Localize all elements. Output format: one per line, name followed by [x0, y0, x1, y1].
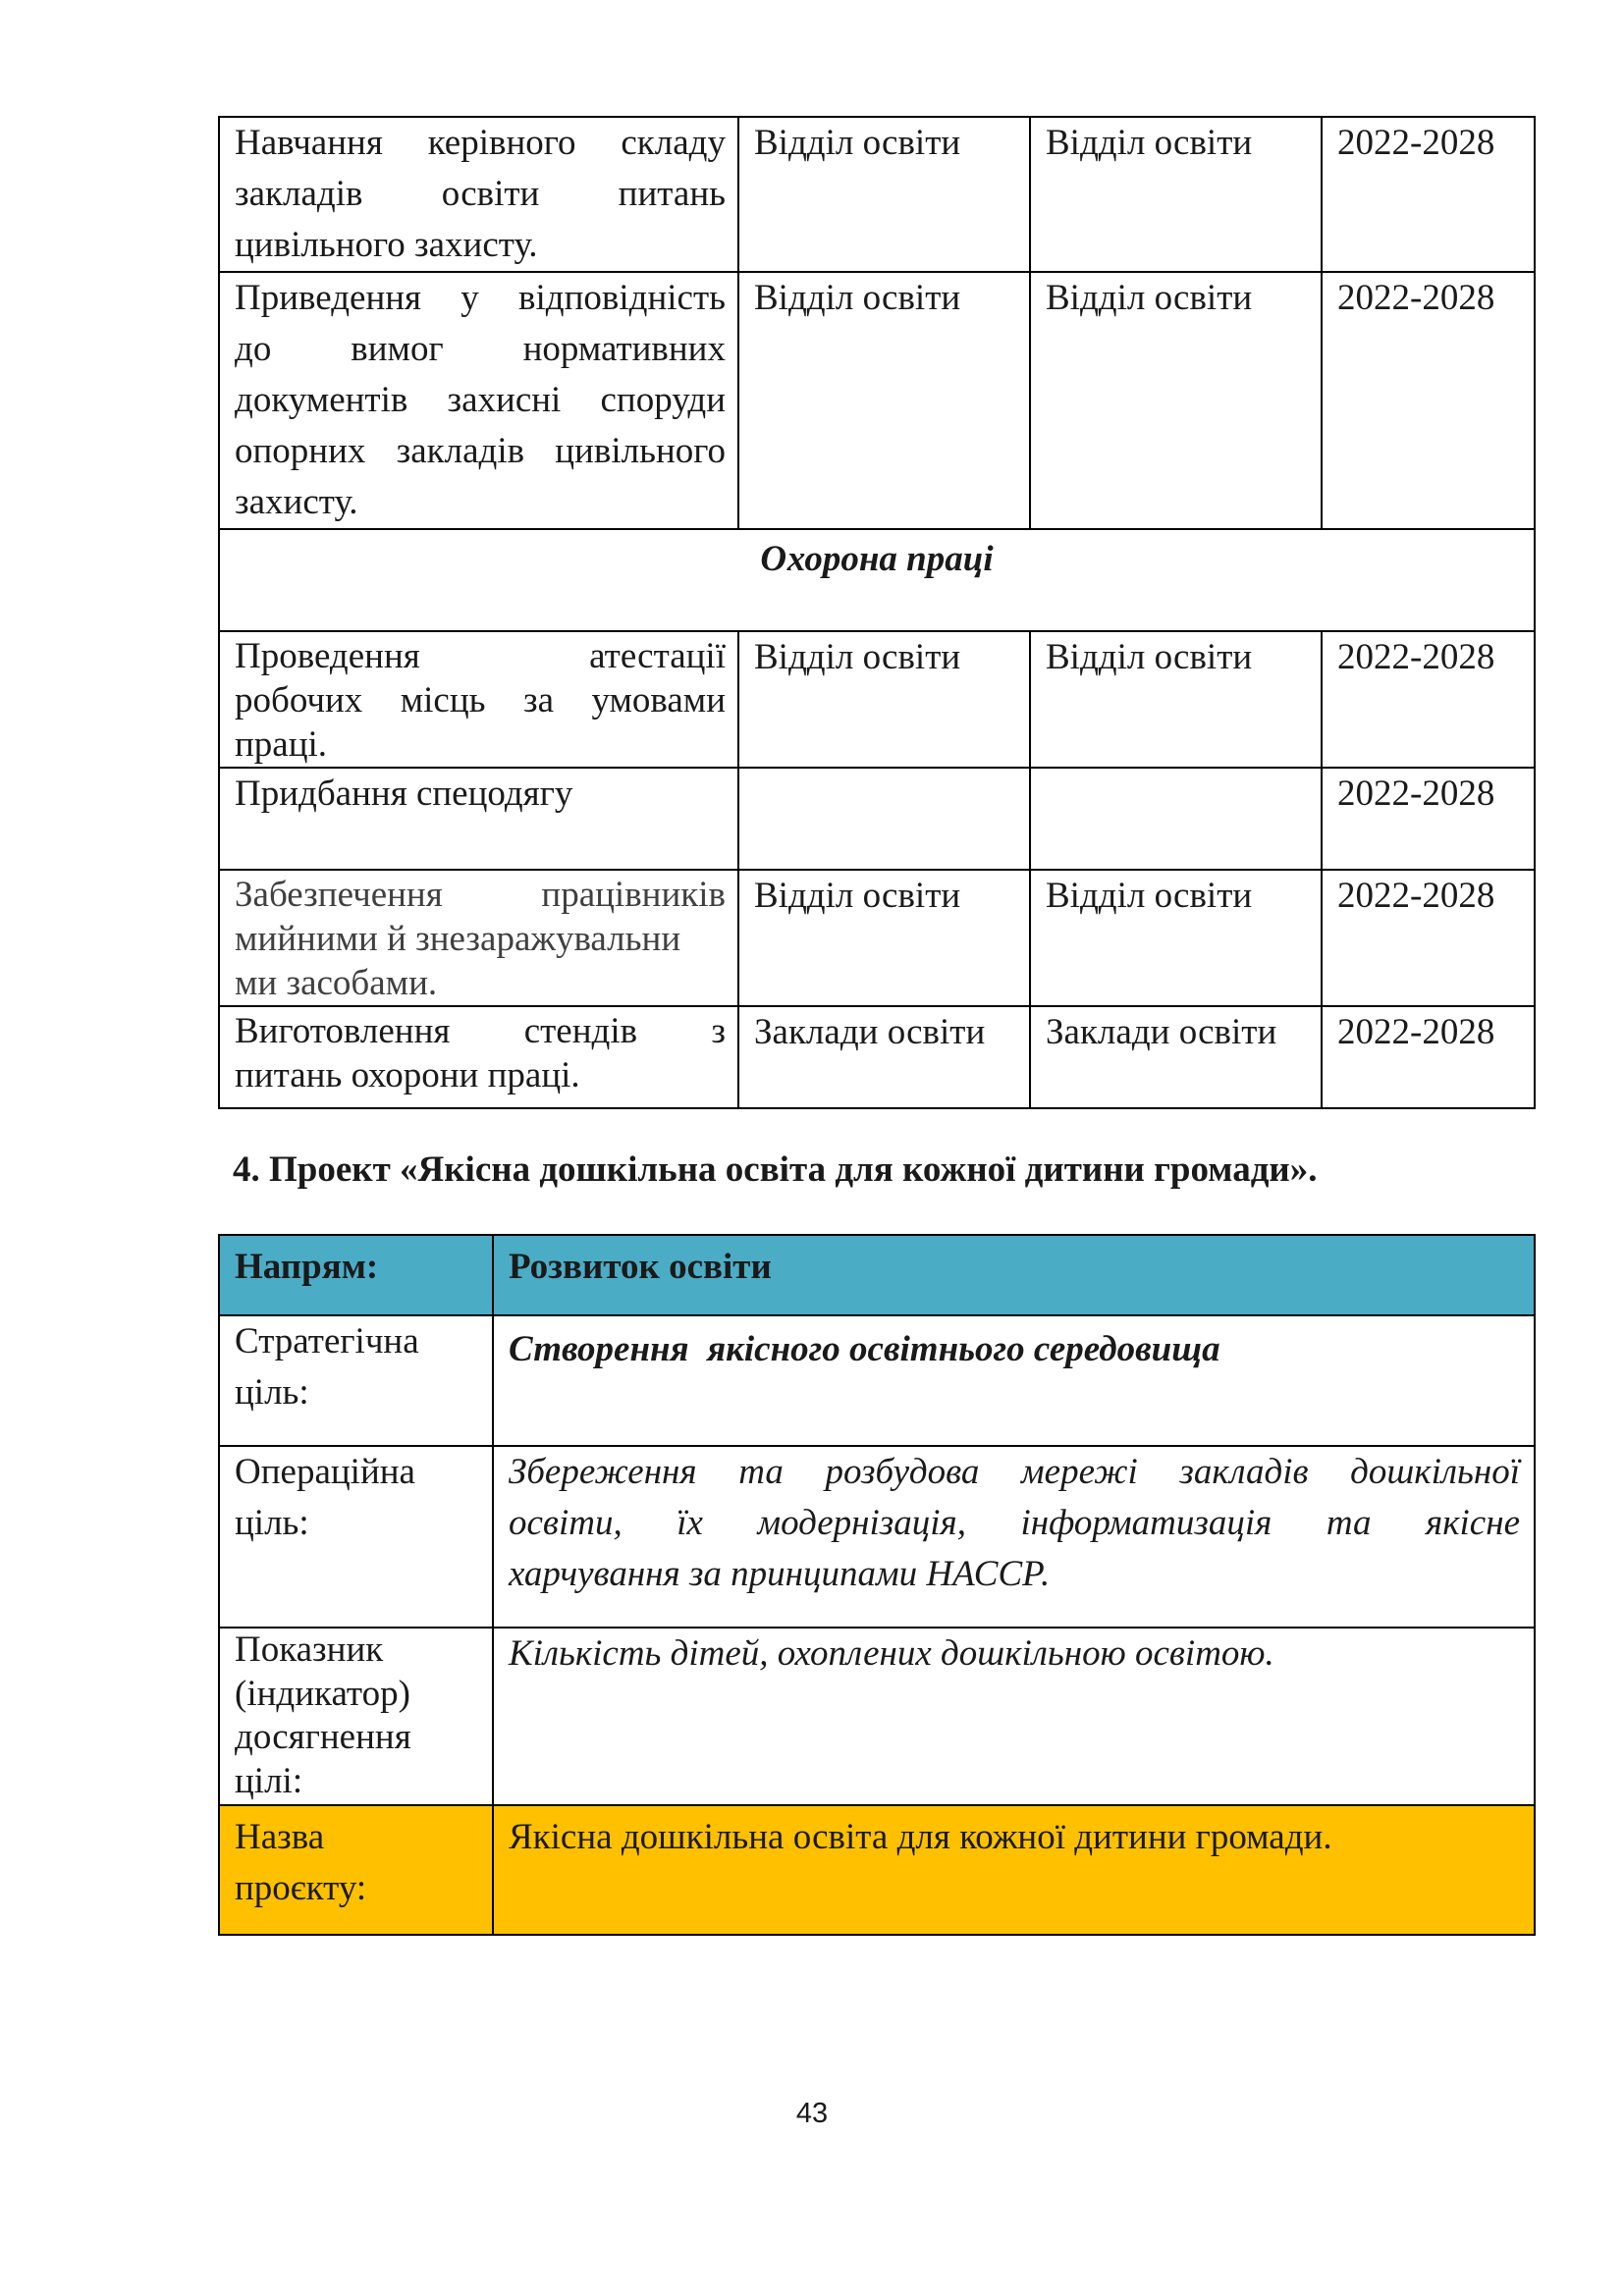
activity-line: Навчання керівного складу — [235, 123, 726, 163]
project-name-label — [219, 1805, 493, 1935]
operational-goal-label — [219, 1446, 493, 1628]
activity-line: опорних закладів цивільного — [235, 431, 726, 471]
direction-label: Напрям: — [219, 1235, 493, 1315]
term-cell: 2022-2028 — [1322, 1006, 1535, 1108]
activity-line: захисту. — [235, 482, 358, 522]
activity-cell — [219, 117, 738, 272]
term-cell: 2022-2028 — [1322, 768, 1535, 870]
direction-value: Розвиток освіти — [493, 1235, 1535, 1315]
executor-cell: Відділ освіти — [738, 272, 1030, 529]
activity-line: Виготовлення стендів з — [235, 1011, 726, 1051]
activity-line: Придбання спецодягу — [235, 774, 573, 814]
activity-cell — [219, 768, 738, 870]
value-line: Збереження та розбудова мережі закладів дошкільної — [509, 1452, 1520, 1492]
activity-line: питань охорони праці. — [235, 1055, 580, 1095]
label-line: цілі: — [235, 1760, 303, 1801]
operational-goal-row — [219, 1446, 1535, 1628]
term-cell: 2022-2028 — [1322, 631, 1535, 768]
activity-cell — [219, 631, 738, 768]
executor-cell — [738, 768, 1030, 870]
project-name-row — [219, 1805, 1535, 1935]
table-row — [219, 870, 1535, 1006]
strategic-goal-row — [219, 1315, 1535, 1446]
activity-line: Приведення у відповідність — [235, 278, 726, 318]
executor-cell: Заклади освіти — [738, 1006, 1030, 1108]
activity-line: Проведення атестації — [235, 636, 726, 676]
indicator-label — [219, 1628, 493, 1805]
activities-table — [218, 116, 1536, 1109]
activity-cell — [219, 1006, 738, 1108]
executor-cell: Відділ освіти — [738, 117, 1030, 272]
indicator-row — [219, 1628, 1535, 1805]
term-cell: 2022-2028 — [1322, 870, 1535, 1006]
value-line: харчування за принципами НАССР. — [509, 1554, 1051, 1594]
direction-row — [219, 1235, 1535, 1315]
activity-line: документів захисні споруди — [235, 380, 726, 420]
label-line: Стратегічна — [235, 1321, 419, 1362]
project-name-value: Якісна дошкільна освіта для кожної дитини громади. — [493, 1805, 1535, 1935]
activity-line: цивільного захисту. — [235, 225, 538, 265]
responsible-cell — [1030, 768, 1322, 870]
label-line: Показник — [235, 1629, 384, 1670]
executor-cell: Відділ освіти — [738, 870, 1030, 1006]
responsible-cell: Відділ освіти — [1030, 631, 1322, 768]
activity-line: Забезпечення працівників — [235, 875, 726, 915]
activity-line: праці. — [235, 724, 328, 765]
table-row — [219, 1006, 1535, 1108]
activity-cell — [219, 272, 738, 529]
indicator-value: Кількість дітей, охоплених дошкільною освітою. — [493, 1628, 1535, 1805]
label-line: досягнення — [235, 1717, 411, 1757]
table-row — [219, 631, 1535, 768]
table-row — [219, 768, 1535, 870]
activity-line: ми засобами. — [235, 963, 438, 1003]
activity-line: до вимог нормативних — [235, 329, 726, 369]
activity-line: закладів освіти питань — [235, 174, 726, 214]
value-line: освіти, їх модернізація, інформатизація та якісне — [509, 1503, 1520, 1543]
responsible-cell: Заклади освіти — [1030, 1006, 1322, 1108]
table-row — [219, 117, 1535, 272]
section-row — [219, 529, 1535, 631]
operational-goal-value — [493, 1446, 1535, 1628]
label-line: Операційна — [235, 1452, 415, 1492]
term-cell: 2022-2028 — [1322, 117, 1535, 272]
activity-line: робочих місць за умовами — [235, 680, 726, 721]
label-line: (індикатор) — [235, 1673, 410, 1714]
strategic-goal-value: Створення якісного освітнього середовища — [493, 1315, 1535, 1446]
label-line: проєкту: — [235, 1868, 367, 1908]
activity-line: мийними й знезаражувальни — [235, 919, 681, 959]
project-heading: 4. Проект «Якісна дошкільна освіта для кожної дитини громади». — [233, 1149, 1318, 1190]
label-line: ціль: — [235, 1503, 309, 1543]
activity-cell — [219, 870, 738, 1006]
responsible-cell: Відділ освіти — [1030, 117, 1322, 272]
page-number: 43 — [795, 2098, 829, 2129]
responsible-cell: Відділ освіти — [1030, 870, 1322, 1006]
section-title: Охорона праці — [219, 529, 1535, 631]
project-passport-table — [218, 1234, 1536, 1936]
term-cell: 2022-2028 — [1322, 272, 1535, 529]
table-row — [219, 272, 1535, 529]
label-line: Назва — [235, 1817, 325, 1857]
label-line: ціль: — [235, 1372, 309, 1413]
executor-cell: Відділ освіти — [738, 631, 1030, 768]
responsible-cell: Відділ освіти — [1030, 272, 1322, 529]
strategic-goal-label — [219, 1315, 493, 1446]
